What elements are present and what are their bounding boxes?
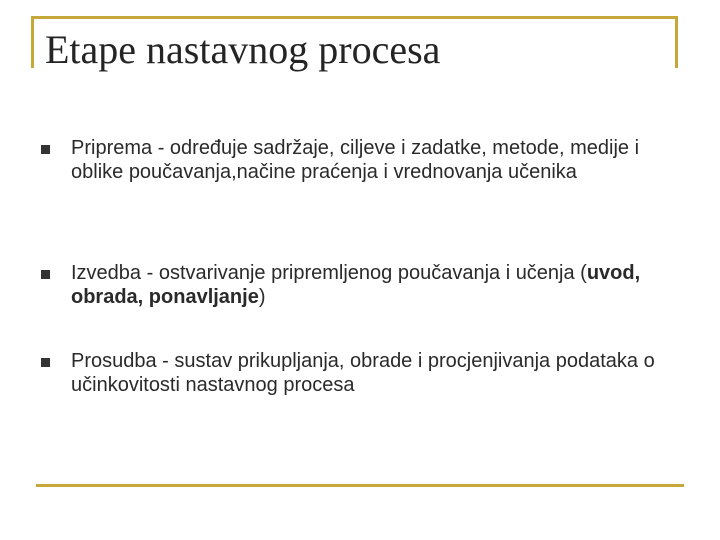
square-bullet-icon [41, 145, 50, 154]
square-bullet-icon [41, 270, 50, 279]
bullet-text: Priprema - određuje sadržaje, ciljeve i zadatke, metode, medije i oblike poučavanja,načine praćenja i vrednovanja učenika [71, 137, 640, 183]
bullet-text [71, 261, 691, 309]
frame-top-line [31, 16, 678, 19]
bullet-text-bold: uvod, obrada, ponavljanje [71, 262, 641, 308]
frame-right-line [675, 16, 678, 68]
slide-title: Etape nastavnog procesa [45, 27, 441, 72]
square-bullet-icon [41, 358, 50, 367]
frame-left-line [31, 16, 34, 68]
frame-bottom-line [36, 484, 684, 487]
bullet-text-part: Izvedba - ostvarivanje pripremljenog poučavanja i učenja ( [71, 262, 587, 284]
bullet-text-part: ) [258, 286, 266, 308]
bullet-text: Prosudba - sustav prikupljanja, obrade i procjenjivanja podataka o učinkovitosti nastavnog procesa [71, 350, 655, 396]
